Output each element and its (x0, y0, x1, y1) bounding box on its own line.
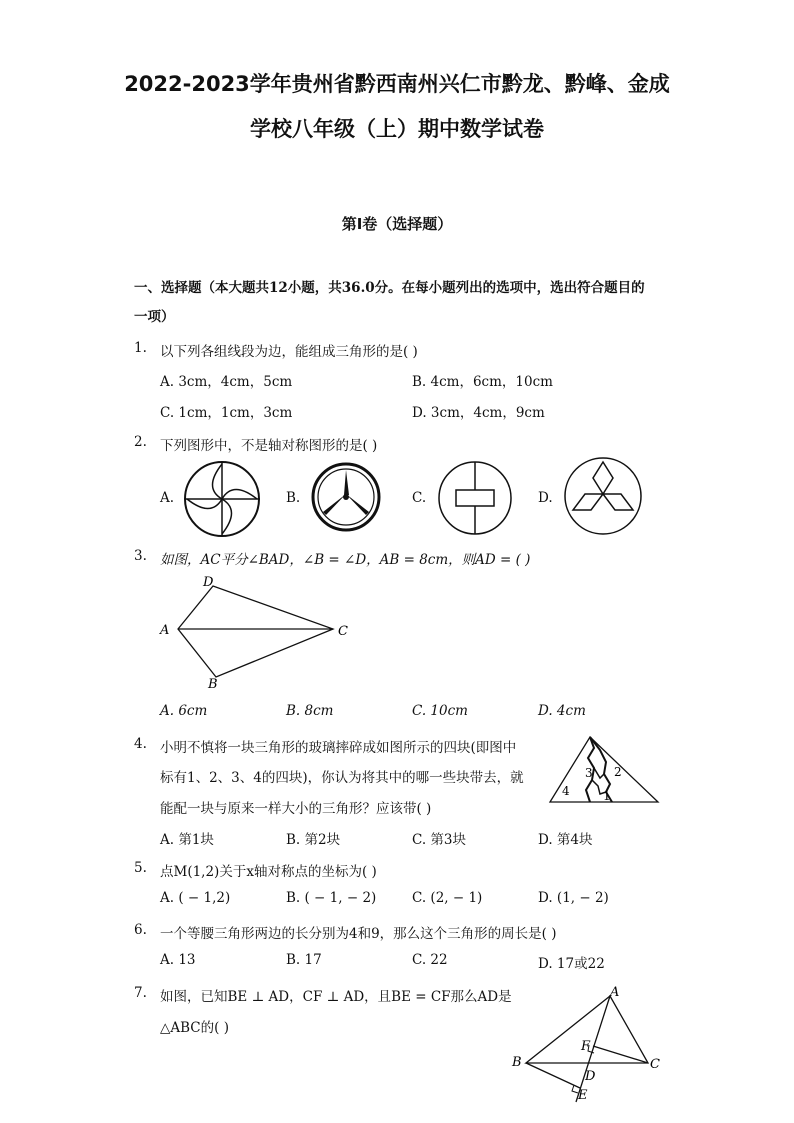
q5-option-b[interactable]: B. ( − 1, − 2) (286, 890, 377, 906)
q4-stem-line-3: 能配一块与原来一样大小的三角形？应该带( ) (160, 801, 432, 817)
q4-option-b[interactable]: B. 第2块 (286, 832, 341, 848)
q1-stem: 以下列各组线段为边，能组成三角形的是( ) (160, 344, 418, 360)
label-b: B (512, 1055, 522, 1070)
circle-rectangle-figure (437, 460, 513, 536)
q1-option-a[interactable]: A. 3cm，4cm，5cm (160, 374, 293, 390)
title-line-1: 2022-2023学年贵州省黔西南州兴仁市黔龙、黔峰、金成 (124, 72, 670, 96)
label-a: A (160, 623, 170, 638)
q6-option-b[interactable]: B. 17 (286, 952, 322, 968)
label-c: C (338, 624, 348, 639)
q7-number: 7. (134, 985, 147, 1001)
q2-option-b[interactable]: B. (286, 490, 301, 506)
q3-number: 3. (134, 548, 147, 564)
piece-label-1: 1 (603, 789, 611, 803)
triangle-altitudes-figure (508, 984, 668, 1108)
section-title: 第I卷（选择题） (341, 215, 453, 233)
q3-option-a[interactable]: A. 6cm (160, 703, 208, 719)
label-f: F (581, 1039, 591, 1054)
q6-number: 6. (134, 922, 147, 938)
q3-stem: 如图，AC平分∠BAD，∠B = ∠D，AB = 8cm，则AD = ( ) (160, 552, 531, 568)
q2-number: 2. (134, 434, 147, 450)
broken-glass-triangle-figure (548, 734, 660, 804)
q1-option-b[interactable]: B. 4cm，6cm，10cm (412, 374, 553, 390)
q6-option-d[interactable]: D. 17或22 (538, 956, 605, 972)
q1-option-c[interactable]: C. 1cm，1cm，3cm (160, 405, 293, 421)
piece-label-2: 2 (614, 765, 622, 779)
q5-option-d[interactable]: D. (1, − 2) (538, 890, 609, 906)
piece-label-4: 4 (562, 784, 570, 798)
label-d: D (203, 575, 214, 590)
label-b: B (208, 677, 218, 692)
star-logo-figure (311, 462, 381, 532)
q4-option-d[interactable]: D. 第4块 (538, 832, 593, 848)
q5-number: 5. (134, 860, 147, 876)
q3-option-b[interactable]: B. 8cm (286, 703, 334, 719)
pinwheel-figure (183, 460, 261, 538)
q2-option-a[interactable]: A. (160, 490, 175, 506)
part-heading-cont: 一项） (134, 309, 175, 325)
q6-option-a[interactable]: A. 13 (160, 952, 196, 968)
q7-stem-line-1: 如图，已知BE ⊥ AD，CF ⊥ AD，且BE = CF那么AD是 (160, 989, 512, 1005)
q2-option-c[interactable]: C. (412, 490, 427, 506)
q3-option-c[interactable]: C. 10cm (412, 703, 468, 719)
q4-stem-line-2: 标有1、2、3、4的四块)，你认为将其中的哪一些块带去，就 (160, 770, 524, 786)
q4-option-a[interactable]: A. 第1块 (160, 832, 214, 848)
label-c: C (650, 1057, 660, 1072)
q5-option-c[interactable]: C. (2, − 1) (412, 890, 483, 906)
label-e: E (578, 1088, 588, 1103)
q4-number: 4. (134, 736, 147, 752)
kite-figure (158, 572, 358, 692)
q1-number: 1. (134, 340, 147, 356)
q2-stem: 下列图形中，不是轴对称图形的是( ) (160, 438, 378, 454)
q7-stem-line-2: △ABC的( ) (160, 1020, 229, 1036)
q4-option-c[interactable]: C. 第3块 (412, 832, 467, 848)
piece-label-3: 3 (585, 766, 593, 780)
three-diamonds-figure (563, 456, 643, 536)
q5-stem: 点M(1,2)关于x轴对称点的坐标为( ) (160, 864, 377, 880)
label-d: D (585, 1069, 596, 1084)
q1-option-d[interactable]: D. 3cm，4cm，9cm (412, 405, 545, 421)
label-a: A (610, 985, 620, 1000)
part-heading: 一、选择题（本大题共12小题，共36.0分。在每小题列出的选项中，选出符合题目的 (134, 280, 645, 296)
q3-option-d[interactable]: D. 4cm (538, 703, 586, 719)
q6-stem: 一个等腰三角形两边的长分别为4和9，那么这个三角形的周长是( ) (160, 926, 557, 942)
title-line-2: 学校八年级（上）期中数学试卷 (250, 117, 544, 141)
q5-option-a[interactable]: A. ( − 1,2) (160, 890, 231, 906)
q6-option-c[interactable]: C. 22 (412, 952, 448, 968)
q4-stem-line-1: 小明不慎将一块三角形的玻璃摔碎成如图所示的四块(即图中 (160, 740, 517, 756)
q2-option-d[interactable]: D. (538, 490, 553, 506)
